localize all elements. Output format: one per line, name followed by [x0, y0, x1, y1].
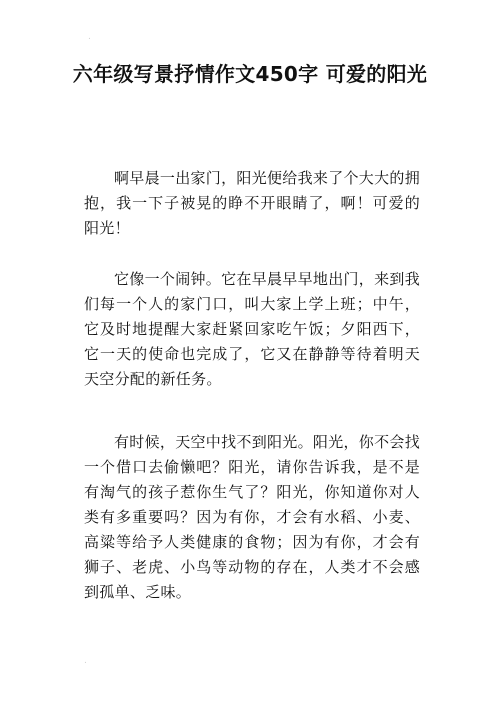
page-corner-mark-bottom: .	[84, 656, 87, 666]
document-title: 六年级写景抒情作文450字 可爱的阳光	[72, 62, 428, 86]
page-corner-mark-top: .	[88, 32, 91, 42]
paragraph-2: 它像一个闹钟。它在早晨早早地出门，来到我们每一个人的家门口，叫大家上学上班；中午，它及时地提醒大家赶紧回家吃午饭；夕阳西下，它一天的使命也完成了，它又在静静等待着明天天空分配的新任务。	[84, 270, 421, 388]
paragraph-3: 有时候，天空中找不到阳光。阳光，你不会找一个借口去偷懒吧？阳光，请你告诉我，是不是有淘气的孩子惹你生气了？阳光，你知道你对人类有多重要吗？因为有你，才会有水稻、小麦、高粱等给予人类健康的食物；因为有你，才会有狮子、老虎、小鸟等动物的存在，人类才不会感到孤单、乏味。	[84, 433, 421, 601]
paragraph-1: 啊早晨一出家门，阳光便给我来了个大大的拥抱，我一下子被晃的睁不开眼睛了，啊！可爱的阳光！	[84, 169, 421, 237]
